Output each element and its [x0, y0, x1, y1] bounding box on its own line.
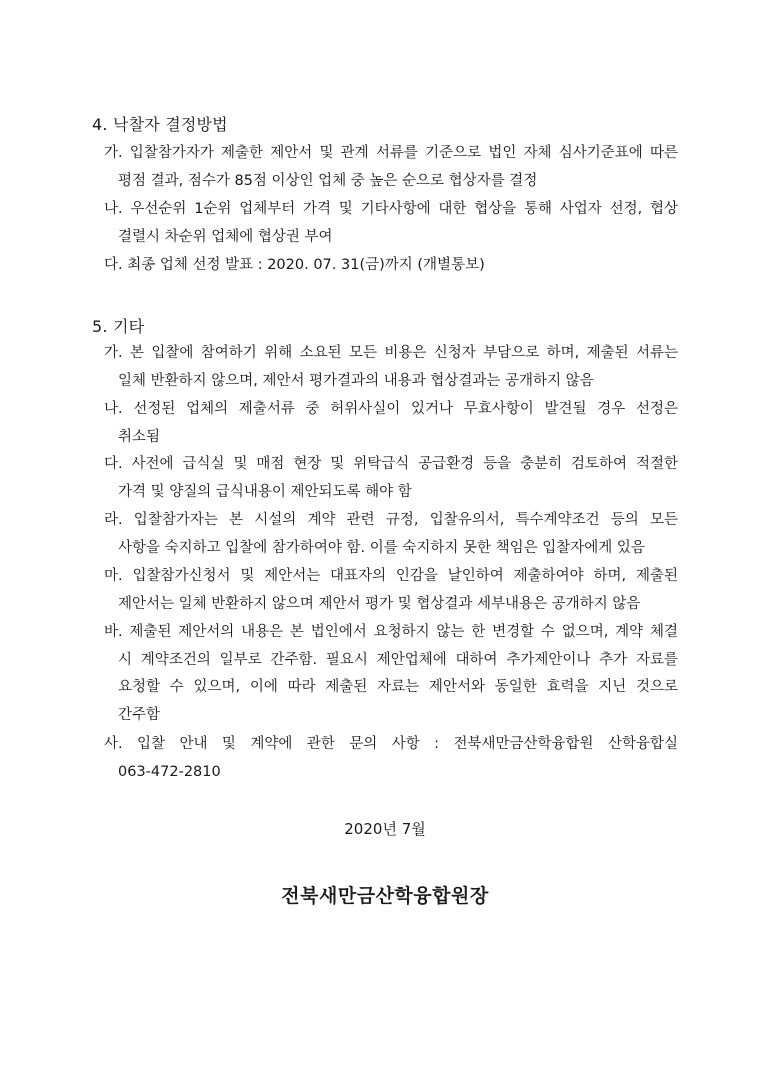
item-line: 평점 결과, 점수가 85점 이상인 업체 중 높은 순으로 협상자를 결정	[118, 172, 538, 189]
section-4-title: 4. 낙찰자 결정방법	[92, 115, 228, 134]
section-5-title: 5. 기타	[92, 317, 145, 336]
item-line: 라. 입찰참가자는 본 시설의 계약 관련 규정, 입찰유의서, 특수계약조건 등의 모든	[104, 512, 678, 528]
item-line: 다. 사전에 급식실 및 매점 현장 및 위탁급식 공급환경 등을 충분히 검토하여 적절한	[104, 456, 678, 472]
section-5-item-ba	[104, 619, 678, 729]
item-line: 요청할 수 있으며, 이에 따라 제출된 자료는 제안서와 동일한 효력을 지닌 것으로	[118, 679, 678, 696]
document-date: 2020년 7월	[344, 820, 426, 838]
phone-number: 063-472-2810	[118, 763, 221, 780]
item-line: 마. 입찰참가신청서 및 제안서는 대표자의 인감을 날인하여 제출하여야 하며, 제출된	[104, 568, 678, 584]
section-5-item-ra	[104, 507, 678, 562]
section-5-item-ma	[104, 563, 678, 618]
section-4-item-na	[104, 196, 678, 251]
item-line: 취소됨	[118, 428, 161, 445]
item-line: 가. 본 입찰에 참여하기 위해 소요된 모든 비용은 신청자 부담으로 하며, 제출된 서류는	[104, 345, 678, 361]
item-line: 나. 선정된 업체의 제출서류 중 허위사실이 있거나 무효사항이 발견될 경우 선정은	[104, 401, 678, 417]
issuer-signature: 전북새만금산학융합원장	[281, 885, 489, 907]
item-line: 바. 제출된 제안서의 내용은 본 법인에서 요청하지 않는 한 변경할 수 없으며, 계약 체결	[104, 624, 678, 640]
section-4-item-ga	[104, 140, 678, 195]
item-line: 제안서는 일체 반환하지 않으며 제안서 평가 및 협상결과 세부내용은 공개하지 않음	[118, 595, 641, 612]
section-5-item-sa	[104, 731, 678, 786]
section-5-item-ga	[104, 340, 678, 395]
item-line: 시 계약조건의 일부로 간주함. 필요시 제안업체에 대하여 추가제안이나 추가 자료를	[118, 651, 678, 668]
item-line: 사항을 숙지하고 입찰에 참가하여야 함. 이를 숙지하지 못한 책임은 입찰자에게 있음	[118, 539, 645, 556]
item-line: 일체 반환하지 않으며, 제안서 평가결과의 내용과 협상결과는 공개하지 않음	[118, 372, 594, 389]
section-4-item-da	[104, 252, 678, 280]
item-line: 가격 및 양질의 급식내용이 제안되도록 해야 함	[118, 483, 412, 500]
item-line: 결렬시 차순위 업체에 협상권 부여	[118, 228, 333, 245]
item-line: 간주함	[118, 706, 161, 723]
item-line: 다. 최종 업체 선정 발표 : 2020. 07. 31(금)까지 (개별통보)	[104, 257, 485, 273]
item-line: 가. 입찰참가자가 제출한 제안서 및 관계 서류를 기준으로 법인 자체 심사기준표에 따른	[104, 145, 678, 161]
section-5-item-da	[104, 451, 678, 506]
item-line: 사. 입찰 안내 및 계약에 관한 문의 사항 : 전북새만금산학융합원 산학융합실	[104, 736, 678, 752]
item-line: 나. 우선순위 1순위 업체부터 가격 및 기타사항에 대한 협상을 통해 사업자 선정, 협상	[104, 201, 678, 217]
section-5-item-na	[104, 396, 678, 451]
